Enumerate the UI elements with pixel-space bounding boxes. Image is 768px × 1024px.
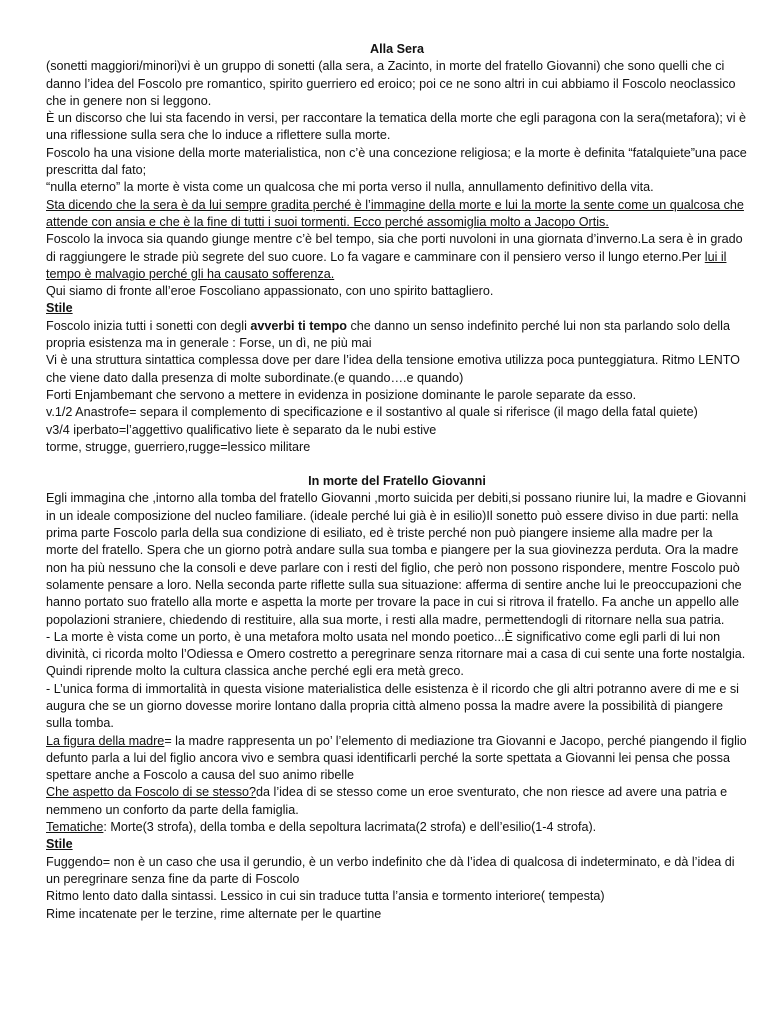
paragraph: Qui siamo di fronte all’eroe Foscoliano appassionato, con uno spirito battagliero.: [46, 284, 494, 299]
text-span: che danno un senso indefinito perché lui non sta parlando solo della propria esistenza ma in generale : Forse, un dì, ne più mai: [46, 318, 730, 351]
text-span: : Morte(3 strofa), della tomba e della sepoltura lacrimata(2 strofa) e dell’esilio(1-4 strofa).: [103, 820, 597, 835]
paragraph: (sonetti maggiori/minori)vi è un gruppo di sonetti (alla sera, a Zacinto, in morte del fratello Giovanni) che sono quelli che ci danno l’idea del Foscolo pre romantico, spirito guerriero ed eroico; poi ce ne sono altri in cui abbiamo il Foscolo neoclassico che in genere non si leggono.: [46, 59, 736, 108]
paragraph: [46, 733, 748, 785]
text-span: da l’idea di se stesso come un eroe sventurato, che non riesce ad avere una patria e nemmeno un conforto da parte della famiglia.: [46, 785, 728, 817]
paragraph: Forti Enjambemant che servono a mettere in evidenza in posizione dominante le parole separate da esso.: [46, 387, 637, 402]
paragraph: È un discorso che lui sta facendo in versi, per raccontare la tematica della morte che egli paragona con la sera(metafora); vi è una riflessione sulla sera che lo induce a riflettere sulla morte.: [46, 111, 747, 143]
section-title-in-morte: In morte del Fratello Giovanni: [308, 474, 486, 489]
text-span: Foscolo la invoca sia quando giunge mentre c’è bel tempo, sia che porti nuvoloni in una giornata d’inverno.La sera è in grado di raggiungere le strade più segrete del suo cuore. Lo fa vagare e camminare con il pensiero verso il lungo eterno.Per: [46, 232, 743, 264]
paragraph: - La morte è vista come un porto, è una metafora molto usata nel mondo poetico...È significativo come egli parli di lui non divinità, ci ricorda molto l’Odiessa e Omero costretto a peregrinare senza ritornare mai a casa di cui sente una forte nostalgia. Quindi riprende molto la cultura classica anche perché egli era metà greco.: [46, 629, 746, 679]
text-span: = la madre rappresenta un po’ l’elemento di mediazione tra Giovanni e Jacopo, perché piangendo il figlio defunto parla a lui del figlio ancora vivo e sembra quasi identificarli perché la sorte spettata a Giovanni lei pensa che possa spettare anche a Foscolo a causa del suo animo ribelle: [46, 733, 747, 783]
paragraph: “nulla eterno” la morte è vista come un qualcosa che mi porta verso il nulla, annullamento definitivo della vita.: [46, 180, 654, 195]
paragraph: Ritmo lento dato dalla sintassi. Lessico in cui sin traduce tutta l’ansia e tormento interiore( tempesta): [46, 889, 605, 904]
underlined-label: Tematiche: [46, 820, 104, 835]
paragraph: Fuggendo= non è un caso che usa il gerundio, è un verbo indefinito che dà l’idea di qualcosa di indeterminato, e dà l’idea di un peregrinare senza fine da parte di Foscolo: [46, 854, 735, 886]
text-span: Foscolo inizia tutti i sonetti con degli: [46, 318, 251, 333]
bold-span: avverbi ti tempo: [250, 318, 347, 333]
paragraph: Rime incatenate per le terzine, rime alternate per le quartine: [46, 906, 382, 921]
paragraph: [46, 784, 748, 819]
stile-heading: Stile: [46, 301, 73, 316]
underlined-label: Che aspetto da Foscolo di se stesso?: [46, 785, 257, 800]
paragraph: Vi è una struttura sintattica complessa dove per dare l’idea della tensione emotiva utilizza poca punteggiatura. Ritmo LENTO che viene dato dalla presenza di molte subordinate.(e quando….e quando): [46, 353, 740, 385]
section-title-alla-sera: Alla Sera: [370, 42, 424, 56]
paragraph: v.1/2 Anastrofe= separa il complemento di specificazione e il sostantivo al quale si riferisce (il mago della fatal quiete): [46, 405, 698, 420]
paragraph: [46, 318, 748, 353]
paragraph: Egli immagina che ,intorno alla tomba del fratello Giovanni ,morto suicida per debiti,si possano riunire lui, la madre e Giovanni in un ideale composizione del nucleo familiare. (ideale perché lui già è in esilio)Il sonetto può essere diviso in due parti: nella prima parte Foscolo parla della sua condizione di esiliato, ed è triste perché non può piangere insieme alla madre per la morte del fratello. Spera che un giorno potrà andare sulla sua tomba e piangere per la sua giovinezza perduta. Ora la madre non ha più nessuno che la consoli e deve parlare con i resti del figlio, che però non possono rispondere, mentre Foscolo può solamente pensare a loro. Nella seconda parte riflette sulla sua situazione: afferma di sentire anche lui le preoccupazioni che hanno portato suo fratello alla morte e aspetta la morte per trovare la pace in cui si ritrova il fratello. Fa anche un appello alle popolazioni straniere, chiedendo di restituire, alla sua morte, i resti alla madre, permettendogli di ritornare nella sua patria.: [46, 491, 747, 627]
paragraph: v3/4 iperbato=l’aggettivo qualificativo liete è separato da le nubi estive: [46, 422, 437, 437]
paragraph: torme, strugge, guerriero,rugge=lessico militare: [46, 439, 311, 454]
underlined-span: lui il tempo è malvagio perché gli ha causato sofferenza.: [46, 249, 727, 281]
underlined-label: La figura della madre: [46, 733, 165, 748]
paragraph: Foscolo ha una visione della morte materialistica, non c’è una concezione religiosa; e la morte è definita “fatalquiete”una pace prescritta dal fato;: [46, 145, 747, 178]
paragraph: - L’unica forma di immortalità in questa visione materialistica delle esistenza è il ricordo che gli altri potranno avere di me e si augura che se un giorno dovesse morire lontano dalla propria città almeno possa la madre avere la possibilità di piangere sulla tomba.: [46, 681, 739, 731]
underlined-paragraph: Sta dicendo che la sera è da lui sempre gradita perché è l’immagine della morte e lui la morte la sente come un qualcosa che attende con ansia e che è la fine di tutti i suoi tormenti. Ecco perché assomiglia molto a Jacopo Ortis.: [46, 197, 744, 229]
spacer: [46, 456, 748, 473]
paragraph: [46, 819, 748, 836]
paragraph: [46, 231, 748, 283]
stile-heading: Stile: [46, 837, 73, 852]
